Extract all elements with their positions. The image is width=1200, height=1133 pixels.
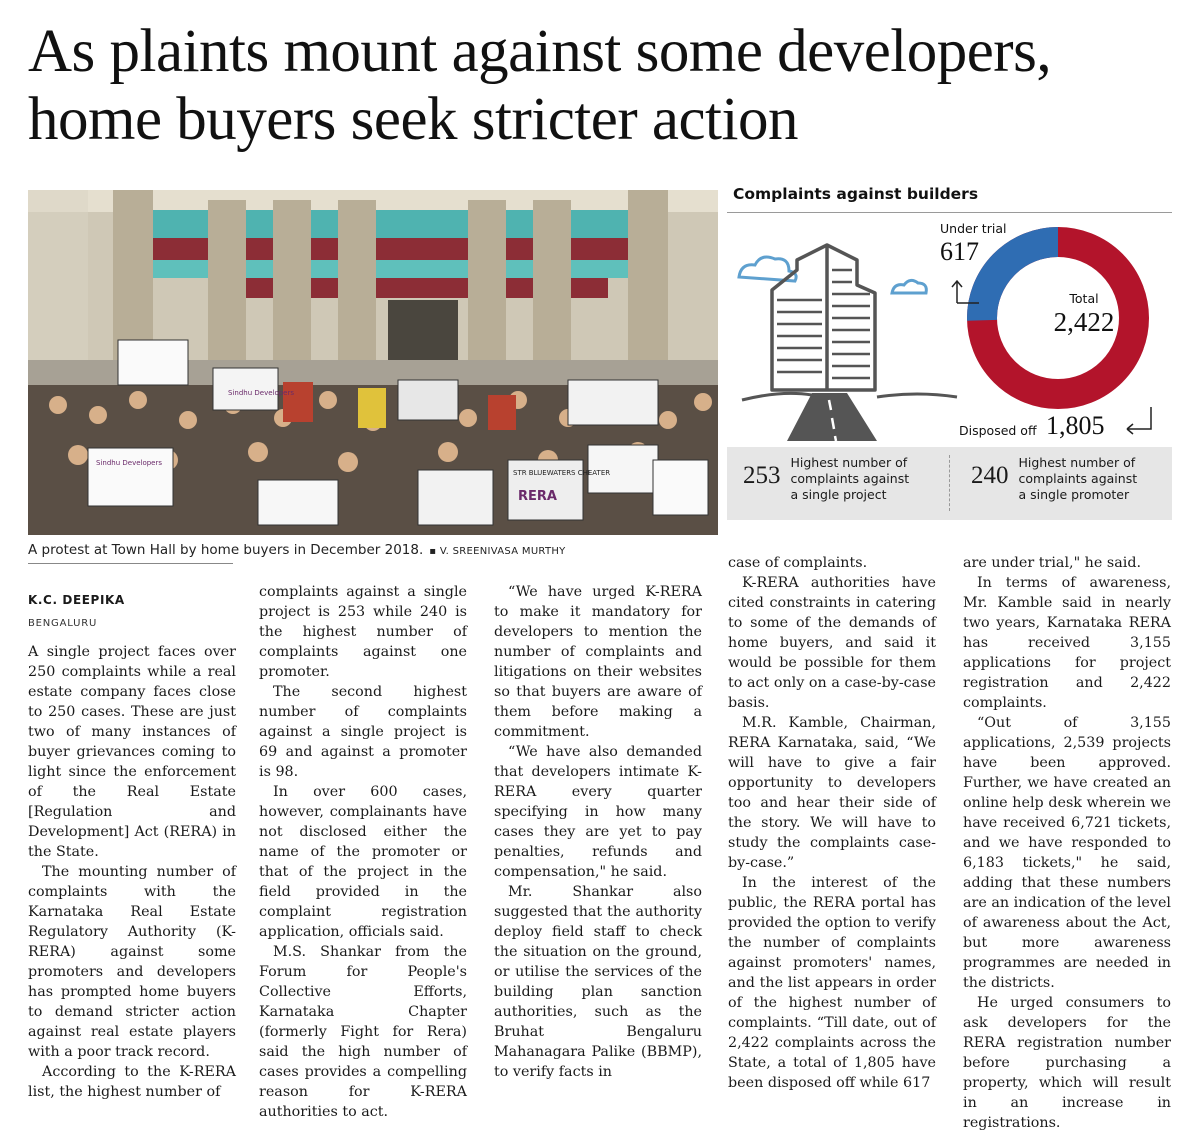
stat-divider (949, 455, 950, 511)
paragraph: The second highest number of complaints against a single project is 69 and against a promoter is 98. (259, 684, 467, 780)
paragraph: are under trial," he said. (963, 555, 1142, 571)
placard-text: RERA (518, 489, 557, 504)
placard-text: STR BLUEWATERS CHEATER (513, 469, 611, 477)
paragraph: In the interest of the public, the RERA portal has provided the option to verify the number of complaints against promoters' names, and the list appears in order of the highest number of complaints. “Till date, out of 2,422 complaints across the State, a total of 1,805 have been disposed off while 617 (728, 875, 936, 1091)
photo-credit: ▪ V. SREENIVASA MURTHY (429, 546, 566, 557)
cloud-icon (892, 280, 926, 293)
paragraph: case of complaints. (728, 555, 868, 571)
infographic-rule (727, 212, 1172, 213)
paragraph: In over 600 cases, however, complainants have not disclosed either the name of the promoter or that of the project in the field provided in the complaint registration application, officials said. (259, 784, 467, 940)
total-value: 2,422 (1053, 307, 1115, 337)
under-trial-label: Under trial (940, 221, 1007, 236)
protest-photo-illustration (28, 190, 718, 535)
paragraph: Mr. Shankar also suggested that the authority deploy field staff to check the situation on the ground, or utilise the services of the building plan sanction authorities, such as the Bruhat Bengaluru Mahanagara Palike (BBMP), to verify facts in (494, 884, 702, 1080)
dateline: BENGALURU (28, 618, 98, 629)
paragraph: According to the K-RERA list, the highest number of (28, 1064, 236, 1100)
stat-promoter-value: 240 (971, 462, 1009, 489)
paragraph: In terms of awareness, Mr. Kamble said in nearly two years, Karnataka RERA has received 3,155 applications for project registration and 2,422 complaints. (963, 575, 1171, 711)
paragraph: The mounting number of complaints with the Karnataka Real Estate Regulatory Authority (K-RERA) against some promoters and developers has prompted home buyers to demand stricter action against real estate players with a poor track record. (28, 864, 236, 1060)
placard-text: Sindhu Developers (228, 389, 295, 397)
paragraph: M.R. Kamble, Chairman, RERA Karnataka, said, “We will have to give a fair opportunity to developers too and hear their side of the story. We will have to study the complaints case-by-case.” (728, 715, 936, 871)
stat-promoter (971, 455, 1139, 503)
paragraph: M.S. Shankar from the Forum for People's Collective Efforts, Karnataka Chapter (formerly Fight for Rera) said the high number of cases provides a compelling reason for K-RERA authorities to act. (259, 944, 467, 1120)
paragraph: A single project faces over 250 complaints while a real estate company faces close to 250 cases. These are just two of many instances of buyer grievances coming to light since the enforcement of the Real Estate [Regulation and Development] Act (RERA) in the State. (28, 644, 236, 860)
paragraph: complaints against a single project is 253 while 240 is the highest number of complaints against one promoter. (259, 584, 467, 680)
disposed-arrow-icon (1119, 407, 1159, 447)
stat-project-value: 253 (743, 462, 781, 489)
paragraph: “We have also demanded that developers intimate K-RERA every quarter specifying in how many cases they are yet to pay penalties, refunds and compensation," he said. (494, 744, 702, 880)
article-column-1 (28, 560, 236, 1102)
paragraph: “We have urged K-RERA to make it mandatory for developers to mention the number of complaints and litigations on their websites so that buyers are aware of them before making a commitment. (494, 584, 702, 740)
byline: K.C. DEEPIKA (28, 593, 125, 607)
paragraph: K-RERA authorities have cited constraints in catering to some of the demands of home buyers, and said it would be possible for them to act only on a case-by-case basis. (728, 575, 936, 711)
photo-caption (28, 542, 728, 558)
stat-project-label: Highest number of complaints against a single project (790, 455, 910, 502)
paragraph: “Out of 3,155 applications, 2,539 projects have been approved. Further, we have created an online help desk wherein we have received 6,721 tickets, and we have responded to 6,183 tickets," he said, adding that these numbers are an indication of the level of awareness about the Act, but more awareness programmes are needed in the districts. (963, 715, 1171, 991)
stat-project (743, 455, 911, 503)
disposed-label: Disposed off (959, 423, 1037, 438)
under-trial-value: 617 (940, 237, 979, 266)
article-column-3 (494, 582, 702, 1082)
headline: As plaints mount against some developers, home buyers seek stricter action (28, 18, 1052, 153)
infographic-title: Complaints against builders (733, 185, 979, 203)
complaints-infographic (727, 185, 1172, 520)
stat-promoter-label: Highest number of complaints against a single promoter (1018, 455, 1138, 502)
caption-text: A protest at Town Hall by home buyers in December 2018. (28, 542, 424, 558)
infographic-stats (727, 447, 1172, 520)
disposed-value: 1,805 (1046, 411, 1105, 440)
under-trial-arrow-icon (949, 273, 989, 313)
article-column-5 (963, 553, 1171, 1133)
placard-text: Sindhu Developers (96, 459, 163, 467)
article-column-4 (728, 553, 936, 1093)
total-label: Total (1069, 291, 1099, 306)
protest-photo (28, 190, 718, 535)
article-column-2 (259, 582, 467, 1122)
paragraph: He urged consumers to ask developers for the RERA registration number before purchasing a property, which will result in an increase in registrations. (963, 995, 1171, 1131)
